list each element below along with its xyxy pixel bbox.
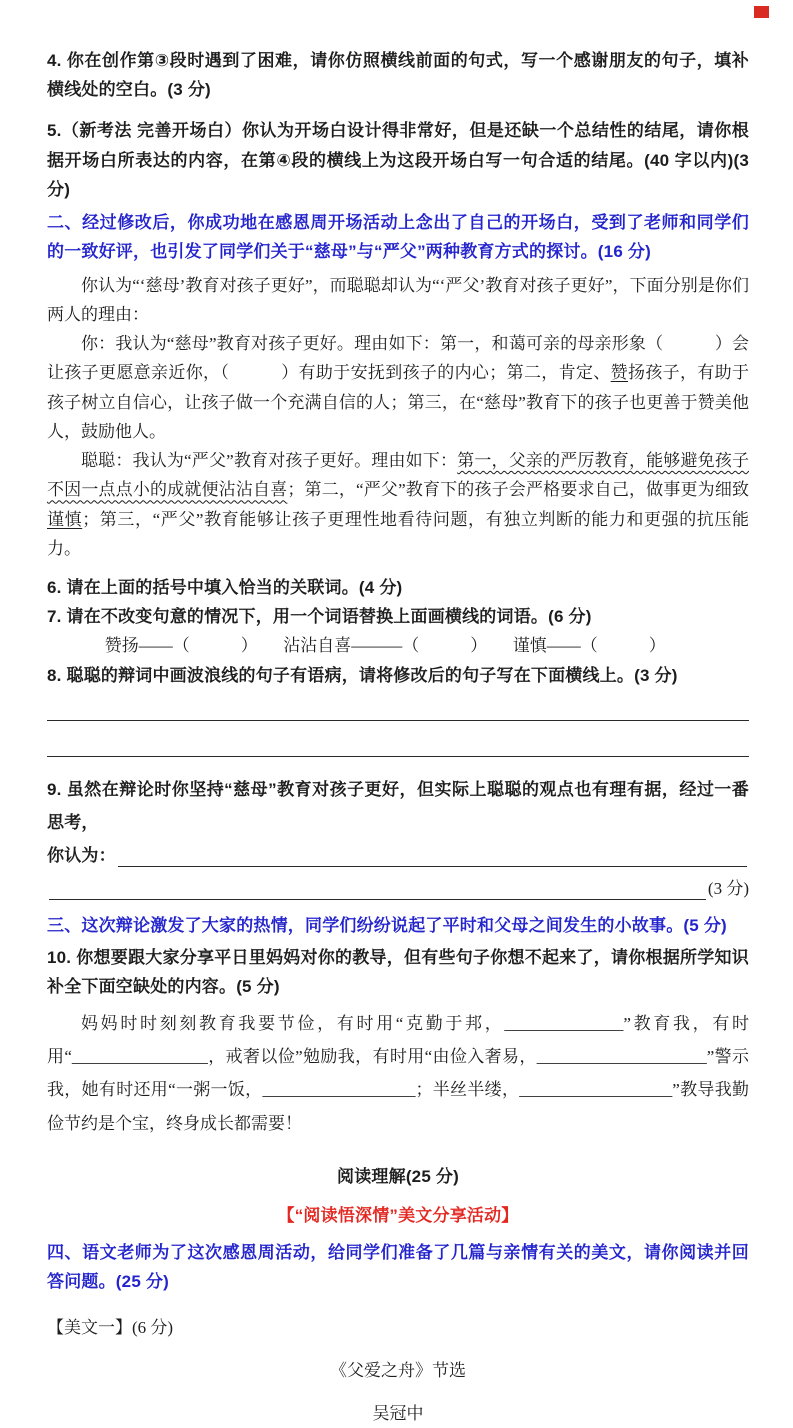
question-9-answer-row <box>47 839 749 872</box>
question-9 <box>47 773 749 839</box>
section-2-header: 二、经过修改后，你成功地在感恩周开场活动上念出了自己的开场白，受到了老师和同学们的一致好评，也引发了同学们关于“慈母”与“严父”两种教育方式的探讨。(16 分) <box>47 213 749 262</box>
dictation-paragraph: 妈妈时时刻刻教育我要节俭，有时用“克勤于邦，______________”教育我，有时用“________________，戒奢以俭”勉励我，有时用“由俭入奢易，____________________”警示我，她有时还用“一粥一饭，__________________；半丝半缕，__________________”教导我勤俭节约是个宝，终身成长都需要！ <box>47 1014 749 1133</box>
debate-cong-paragraph: 聪聪：我认为“严父”教育对孩子更好。理由如下：第一，父亲的严厉教育，能够避免孩子不因一点点小的成就便沾沾自喜；第二，“严父”教育下的孩子会严格要求自己，做事更为细致谨慎；第三，“严父”教育能够让孩子更理性地看待问题，有独立判断的能力和更强的抗压能力。 <box>47 451 750 558</box>
reading-section-title: 阅读理解(25 分) <box>337 1166 459 1186</box>
answer-line <box>49 899 706 900</box>
section-4-header: 四、语文老师为了这次感恩周活动，给同学们准备了几篇与亲情有关的美文，请你阅读并回答问题。(25 分) <box>47 1243 749 1292</box>
question-6: 6. 请在上面的括号中填入恰当的关联词。(4 分) <box>47 577 403 597</box>
question-9-stem: 9. 虽然在辩论时你坚持“慈母”教育对孩子更好，但实际上聪聪的观点也有理有据，经过一番思考， <box>47 779 749 833</box>
essay-1-label: 【美文一】(6 分) <box>47 1317 174 1337</box>
question-7-answer-blanks: 赞扬——（ ） 沾沾自喜———（ ） 谨慎——（ ） <box>104 636 666 656</box>
question-4: 4. 你在创作第③段时遇到了困难，请你仿照横线前面的句式，写一个感谢朋友的句子，填补横线处的空白。(3 分) <box>47 51 749 100</box>
question-5: 5.（新考法 完善开场白）你认为开场白设计得非常好，但是还缺一个总结性的结尾，请你根据开场白所表达的内容，在第④段的横线上为这段开场白写一句合适的结尾。(40 字以内)(3 分) <box>47 121 749 199</box>
answer-line <box>47 756 749 757</box>
question-10: 10. 你想要跟大家分享平日里妈妈对你的教导，但有些句子你想不起来了，请你根据所学知识补全下面空缺处的内容。(5 分) <box>47 947 749 996</box>
corner-red-mark <box>754 6 769 18</box>
question-9-answer-row-2 <box>47 872 749 905</box>
activity-title: 【“阅读悟深情”美文分享活动】 <box>277 1205 519 1225</box>
question-9-score: (3 分) <box>707 879 749 899</box>
essay-1-title: 《父爱之舟》节选 <box>330 1360 466 1380</box>
question-9-lead: 你认为： <box>47 846 116 866</box>
debate-intro: 你认为“‘慈母’教育对孩子更好”，而聪聪却认为“‘严父’教育对孩子更好”，下面分别是你们两人的理由： <box>47 275 749 324</box>
question-7: 7. 请在不改变句意的情况下，用一个词语替换上面画横线的词语。(6 分) <box>47 607 592 627</box>
answer-line <box>118 866 747 867</box>
debate-you-paragraph: 你：我认为“慈母”教育对孩子更好。理由如下：第一，和蔼可亲的母亲形象（ ）会让孩子更愿意亲近你，（ ）有助于安抚到孩子的内心；第二，肯定、赞扬孩子，有助于孩子树立自信心，让孩子做一个充满自信的人；第三，在“慈母”教育下的孩子也更善于赞美他人，鼓励他人。 <box>47 334 750 441</box>
section-3-header: 三、这次辩论激发了大家的热情，同学们纷纷说起了平时和父母之间发生的小故事。(5 分) <box>47 916 727 936</box>
answer-line <box>47 720 749 721</box>
question-8: 8. 聪聪的辩词中画波浪线的句子有语病，请将修改后的句子写在下面横线上。(3 分) <box>47 665 678 685</box>
essay-1-author: 吴冠中 <box>372 1404 424 1424</box>
